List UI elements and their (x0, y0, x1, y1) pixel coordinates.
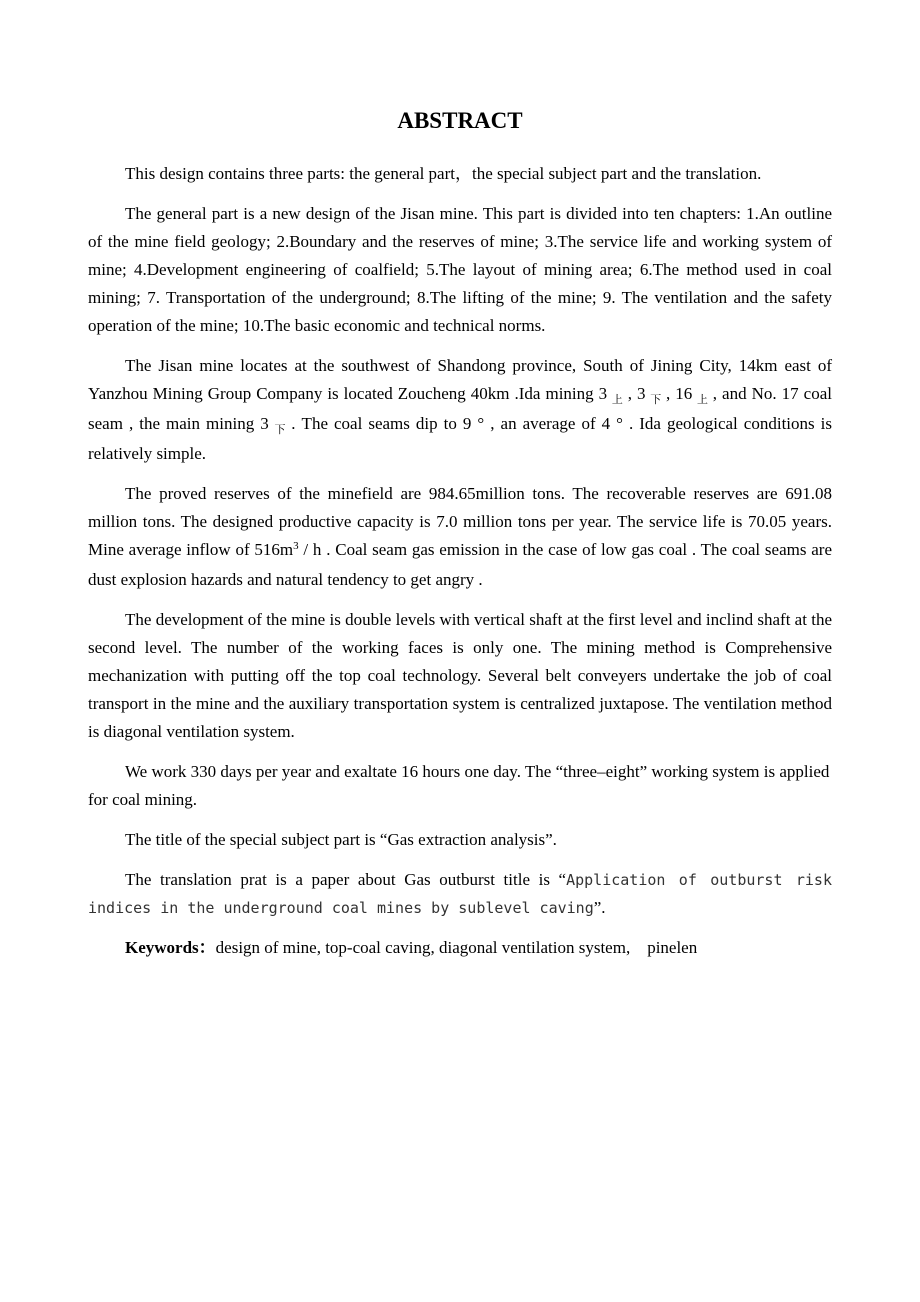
paragraph-mine-location (88, 352, 832, 468)
translation-text-2: ”. (593, 898, 606, 917)
paragraph-development: The development of the mine is double levels with vertical shaft at the first level and inclind shaft at the second level. The number of the working faces is only one. The mining method is Comprehensive mechanization with putting off the top coal technology. Several belt conveyers undertake the job of coal transport in the mine and the auxiliary transportation system is centralized juxtapose. The ventilation method is diagonal ventilation system. (88, 610, 832, 741)
cubic-superscript: 3 (293, 540, 299, 552)
keywords-label: Keywords： (125, 938, 216, 957)
seam-subscript-1: 上 (611, 394, 624, 406)
paragraph-reserves (88, 480, 832, 594)
page-title: ABSTRACT (397, 108, 523, 133)
reserves-text-2: / h . Coal seam gas emission in the case of low gas coal . The coal seams are dust explosion hazards and natural tendency to get angry . (88, 540, 833, 589)
location-text-2: , 3 (627, 384, 646, 403)
paragraph-parts: This design contains three parts: the general part，the special subject part and the translation. (125, 164, 762, 183)
abstract-page (88, 104, 832, 974)
location-text-1: The Jisan mine locates at the southwest of Shandong province, South of Jining City, 14km east of Yanzhou Mining Group Company is located Zoucheng 40km .Ida mining 3 (88, 356, 832, 403)
seam-subscript-4: 下 (272, 424, 288, 436)
translation-paper-title: Application of outburst risk indices in the underground coal mines by sublevel caving (88, 871, 832, 917)
paragraph-translation (88, 866, 832, 922)
location-text-4: , and No. 17 coal seam , the main mining 3 (88, 384, 832, 433)
paragraph-special-subject: The title of the special subject part is “Gas extraction analysis”. (125, 830, 557, 849)
paragraph-working-system: We work 330 days per year and exaltate 16 hours one day. The “three–eight” working system is applied for coal mining. (88, 762, 830, 809)
location-text-5: . The coal seams dip to 9 ° , an average of 4 ° . Ida geological conditions is relatively simple. (88, 414, 832, 463)
reserves-text-1: The proved reserves of the minefield are 984.65million tons. The recoverable reserves are 691.08 million tons. The designed productive capacity is 7.0 million tons per year. The service life is 70.05 years. Mine average inflow of 516m (88, 484, 832, 559)
location-text-3: , 16 (666, 384, 693, 403)
paragraph-general-part: The general part is a new design of the Jisan mine. This part is divided into ten chapters: 1.An outline of the mine field geology; 2.Boundary and the reserves of mine; 3.The service life and working system of mine; 4.Development engineering of coalfield; 5.The layout of mining area; 6.The method used in coal mining; 7. Transportation of the underground; 8.The lifting of the mine; 9. The ventilation and the safety operation of the mine; 10.The basic economic and technical norms. (88, 204, 832, 335)
keywords-text: design of mine, top-coal caving, diagonal ventilation system, pinelen (215, 938, 698, 957)
seam-subscript-3: 上 (696, 394, 709, 406)
keywords-line (88, 934, 832, 962)
seam-subscript-2: 下 (649, 394, 662, 406)
translation-text-1: The translation prat is a paper about Gas outburst title is “ (125, 870, 567, 889)
